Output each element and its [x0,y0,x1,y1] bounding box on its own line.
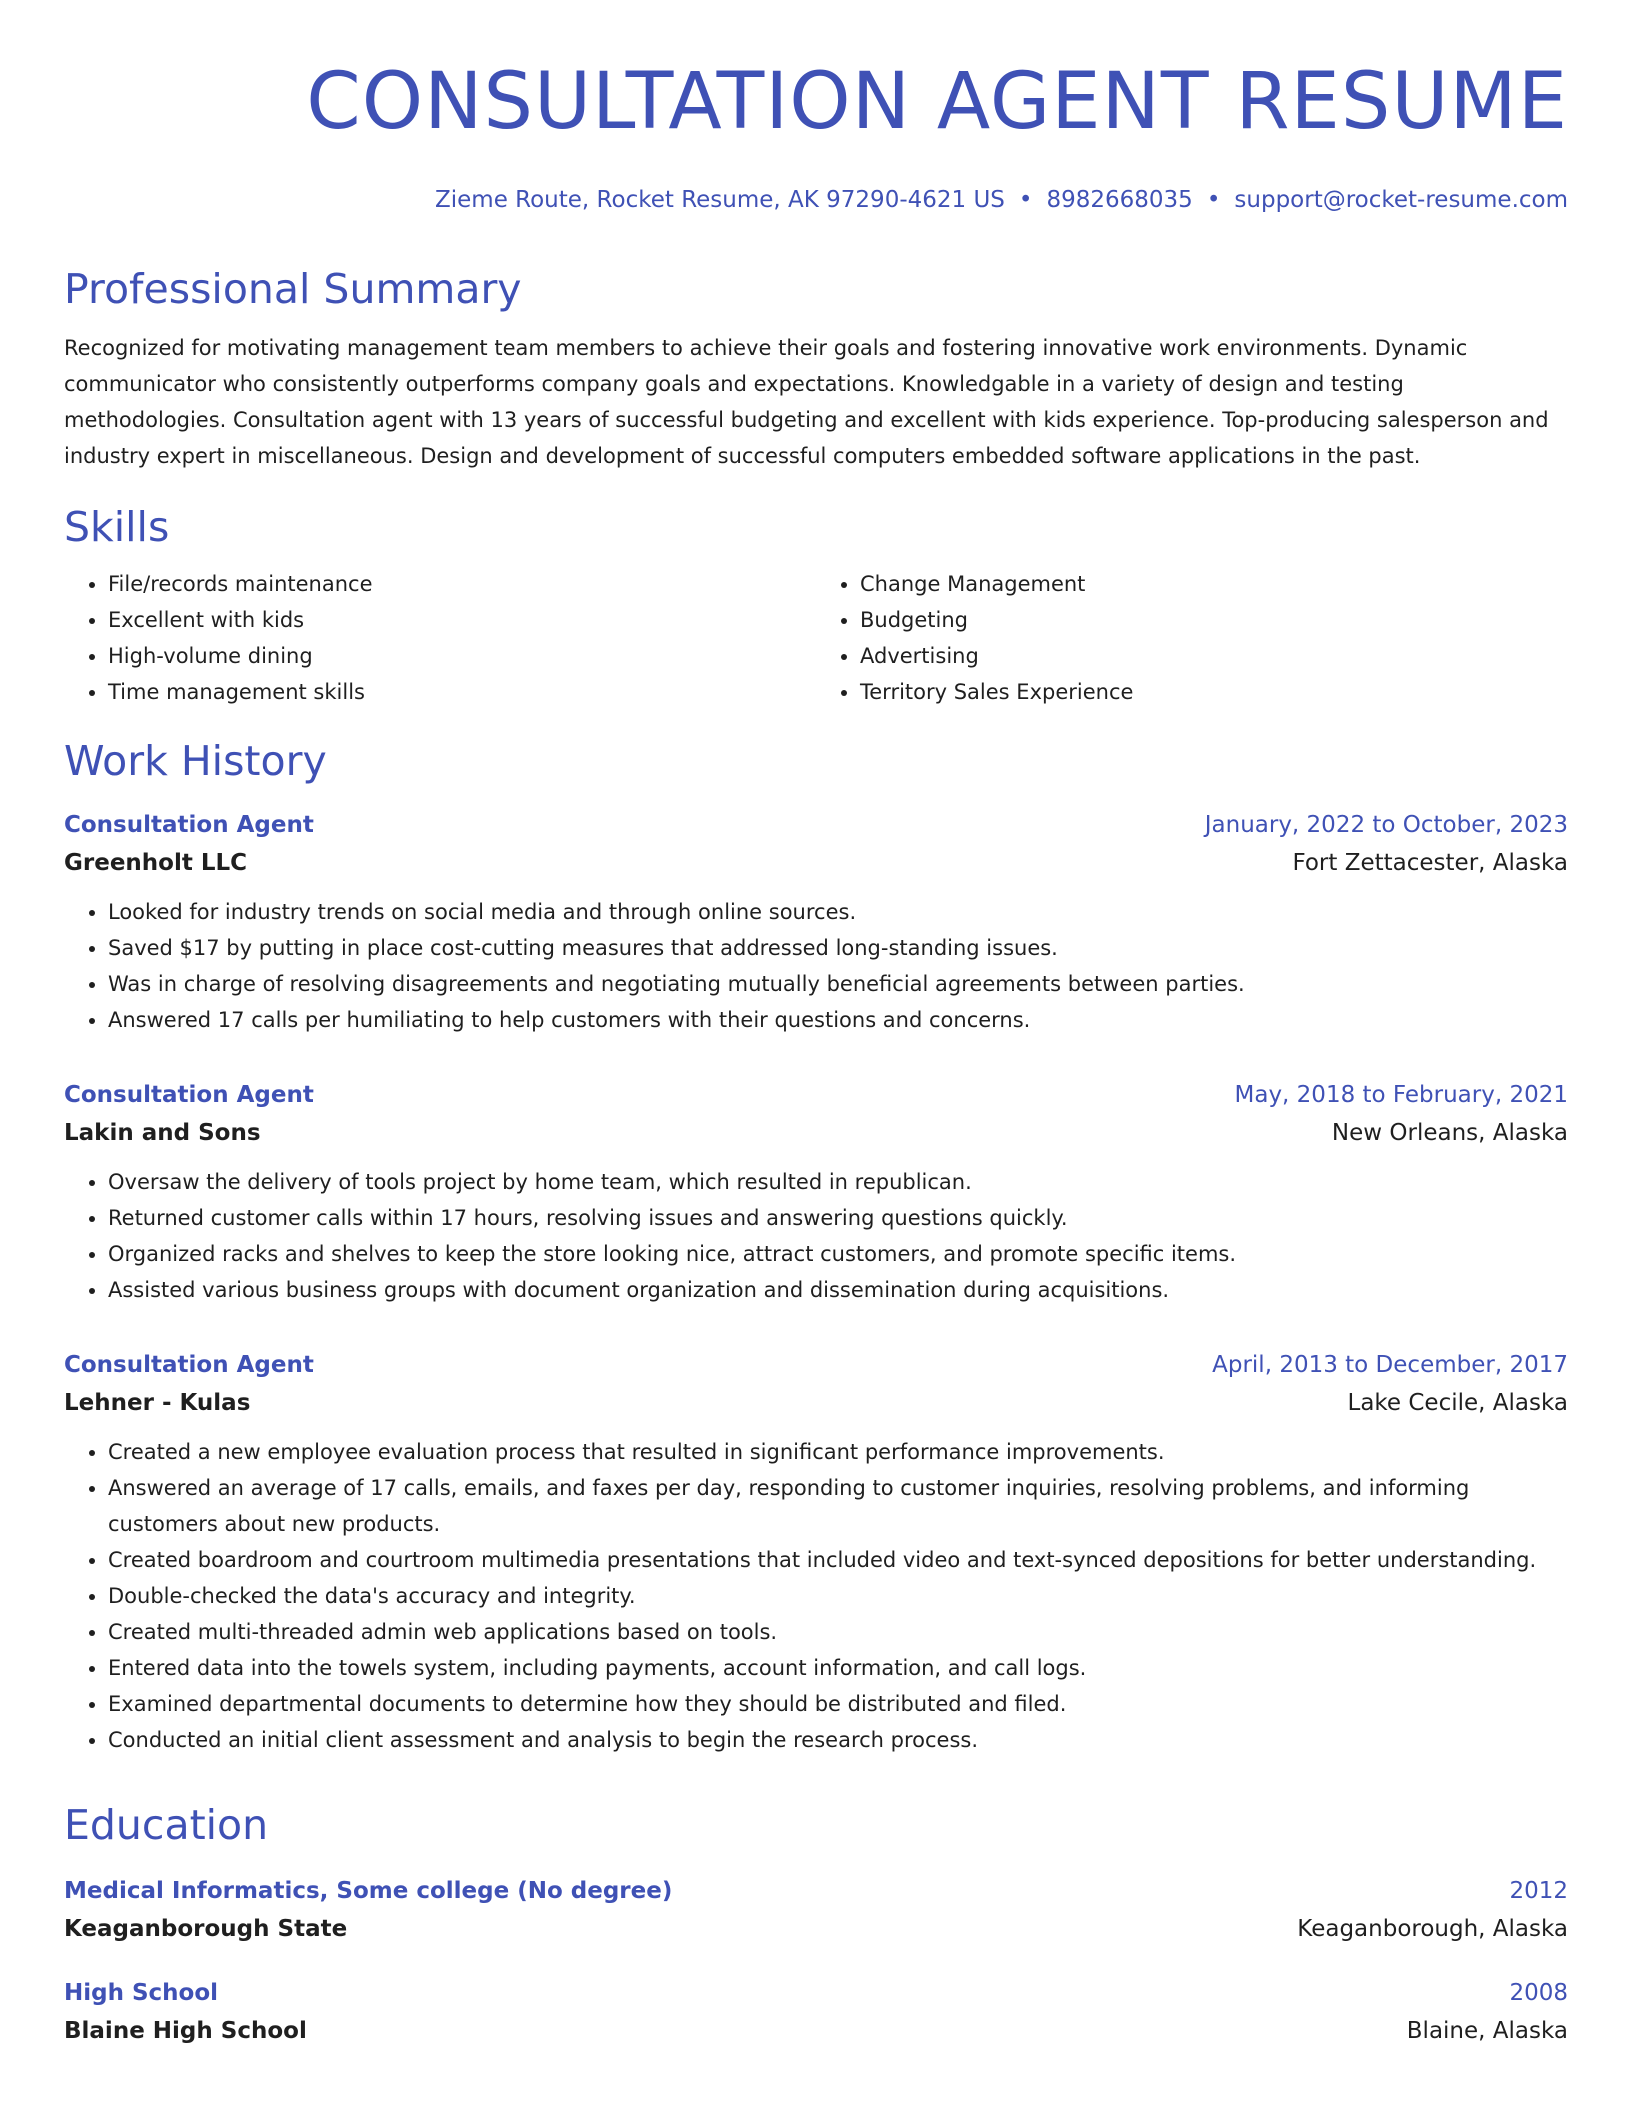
contact-separator: • [1018,187,1033,213]
job-company: Lehner - Kulas [64,1390,251,1416]
skills-column-right [816,566,1568,710]
contact-email[interactable]: support@rocket-resume.com [1234,187,1568,213]
job-bullet: • Answered 17 calls per humiliating to help customers with their questions and concerns. [108,1002,1568,1038]
work-history-heading: Work History [64,737,327,785]
education-entry [64,1976,1568,2048]
job-bullets [64,1434,1568,1758]
summary-heading: Professional Summary [64,265,522,313]
education-location: Blaine, Alaska [1406,2018,1568,2044]
job-dates: May, 2018 to February, 2021 [1234,1082,1568,1108]
job-bullet: • Created multi-threaded admin web applications based on tools. [108,1614,1568,1650]
contact-address: Zieme Route, Rocket Resume, AK 97290-4621 US [435,187,1005,213]
job-dates: January, 2022 to October, 2023 [1204,812,1568,838]
education-entry [64,1874,1568,1946]
job-bullet: • Created a new employee evaluation process that resulted in significant performance improvements. [108,1434,1568,1470]
job-location: New Orleans, Alaska [1331,1120,1568,1146]
skill-item: • High-volume dining [108,638,816,674]
job-entry [64,1078,1568,1308]
job-bullet: • Examined departmental documents to determine how they should be distributed and filed. [108,1686,1568,1722]
job-bullets [64,894,1568,1038]
education-heading: Education [64,1801,269,1849]
job-dates: April, 2013 to December, 2017 [1212,1352,1568,1378]
skills-heading: Skills [64,503,170,551]
skill-item: • Budgeting [860,602,1568,638]
education-year: 2008 [1509,1980,1568,2006]
job-bullet: • Conducted an initial client assessment and analysis to begin the research process. [108,1722,1568,1758]
contact-phone: 8982668035 [1046,187,1193,213]
skills-column-left [64,566,816,710]
education-degree: High School [64,1980,219,2006]
skill-item: • Change Management [860,566,1568,602]
job-bullets [64,1164,1568,1308]
job-role: Consultation Agent [64,812,314,838]
job-role: Consultation Agent [64,1352,314,1378]
job-bullet: • Looked for industry trends on social media and through online sources. [108,894,1568,930]
skill-item: • Excellent with kids [108,602,816,638]
job-location: Fort Zettacester, Alaska [1292,850,1568,876]
job-bullet: • Was in charge of resolving disagreements and negotiating mutually beneficial agreements between parties. [108,966,1568,1002]
job-bullet: • Entered data into the towels system, including payments, account information, and call logs. [108,1650,1568,1686]
job-bullet: • Assisted various business groups with document organization and dissemination during acquisitions. [108,1272,1568,1308]
skill-item: • Time management skills [108,674,816,710]
job-bullet: • Returned customer calls within 17 hours, resolving issues and answering questions quickly. [108,1200,1568,1236]
contact-separator: • [1206,187,1221,213]
skill-item: • Territory Sales Experience [860,674,1568,710]
contact-line [64,184,1568,216]
job-company: Greenholt LLC [64,850,248,876]
job-company: Lakin and Sons [64,1120,261,1146]
education-year: 2012 [1509,1878,1568,1904]
skill-item: • File/records maintenance [108,566,816,602]
job-entry [64,1348,1568,1758]
job-bullet: • Saved $17 by putting in place cost-cutting measures that addressed long-standing issues. [108,930,1568,966]
job-bullet: • Answered an average of 17 calls, emails, and faxes per day, responding to customer inquiries, resolving problems, and informing customers about new products. [108,1470,1568,1542]
education-school: Blaine High School [64,2018,307,2044]
skill-item: • Advertising [860,638,1568,674]
education-school: Keaganborough State [64,1916,348,1942]
job-bullet: • Created boardroom and courtroom multimedia presentations that included video and text-synced depositions for better understanding. [108,1542,1568,1578]
skills-list [64,566,1568,710]
job-location: Lake Cecile, Alaska [1347,1390,1568,1416]
education-location: Keaganborough, Alaska [1297,1916,1568,1942]
education-degree: Medical Informatics, Some college (No degree) [64,1878,673,1904]
summary-text: Recognized for motivating management team members to achieve their goals and fostering innovative work environments. Dynamic communicator who consistently outperforms company goals and expectations. Knowledgable in a variety of design and testing methodologies. Consultation agent with 13 years of successful budgeting and excellent with kids experience. Top-producing salesperson and industry expert in miscellaneous. Design and development of successful computers embedded software applications in the past. [64,336,1549,468]
job-entry [64,808,1568,1038]
resume-title: CONSULTATION AGENT RESUME [306,57,1568,147]
job-bullet: • Oversaw the delivery of tools project by home team, which resulted in republican. [108,1164,1568,1200]
job-bullet: • Double-checked the data's accuracy and integrity. [108,1578,1568,1614]
job-role: Consultation Agent [64,1082,314,1108]
job-bullet: • Organized racks and shelves to keep the store looking nice, attract customers, and promote specific items. [108,1236,1568,1272]
